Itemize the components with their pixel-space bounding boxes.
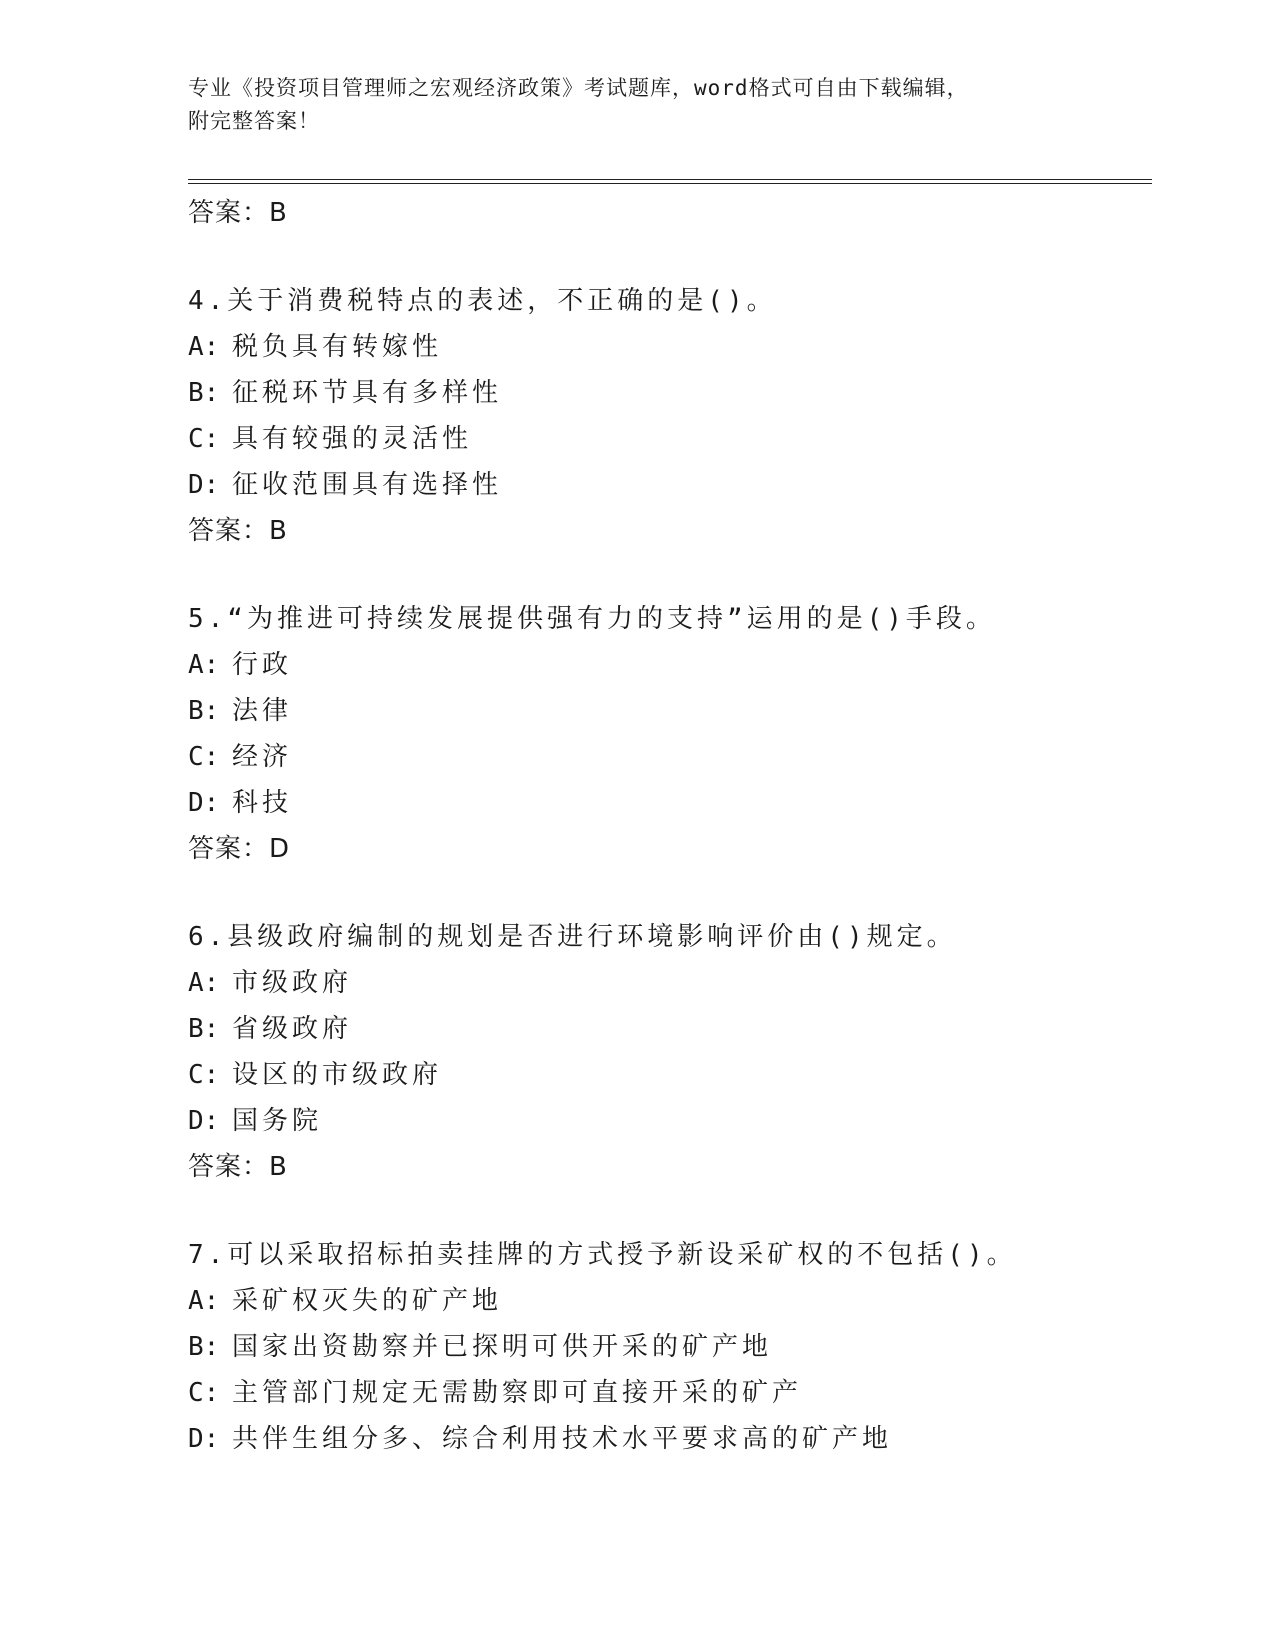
option-text: 征税环节具有多样性 [232,378,503,408]
spacer [188,236,1148,278]
option-key: C: [188,424,220,454]
spacer [188,554,1148,596]
option-text: 税负具有转嫁性 [232,332,443,362]
header-divider-bottom [188,183,1152,184]
option-key: C: [188,742,220,772]
option-text: 采矿权灭失的矿产地 [232,1286,503,1316]
option-text: 国家出资勘察并已探明可供开采的矿产地 [232,1332,773,1362]
option-a [188,642,1148,688]
option-text: 经济 [232,742,293,772]
option-key: B: [188,696,220,726]
header-line-2: 附完整答案！ [188,109,320,133]
header-line-1: 专业《投资项目管理师之宏观经济政策》考试题库，word格式可自由下载编辑， [188,76,969,100]
option-d [188,462,1148,508]
option-a [188,324,1148,370]
option-text: 设区的市级政府 [232,1060,443,1090]
option-b [188,1324,1148,1370]
option-key: A: [188,968,220,998]
option-key: B: [188,378,220,408]
option-text: 市级政府 [232,968,353,998]
option-key: D: [188,1106,220,1136]
option-d [188,1416,1148,1462]
option-c [188,416,1148,462]
option-text: 省级政府 [232,1014,353,1044]
option-text: 行政 [232,650,293,680]
header-divider-top [188,179,1152,180]
option-text: 主管部门规定无需勘察即可直接开采的矿产 [232,1378,803,1408]
answer-line: 答案：B [188,516,288,546]
option-c [188,1370,1148,1416]
question-text: 4.关于消费税特点的表述，不正确的是()。 [188,286,777,316]
option-text: 共伴生组分多、综合利用技术水平要求高的矿产地 [232,1424,893,1454]
question-text: 7.可以采取招标拍卖挂牌的方式授予新设采矿权的不包括()。 [188,1240,1017,1270]
option-key: A: [188,650,220,680]
question-text: 6.县级政府编制的规划是否进行环境影响评价由()规定。 [188,922,957,952]
option-key: A: [188,1286,220,1316]
option-c [188,1052,1148,1098]
option-key: B: [188,1014,220,1044]
option-text: 具有较强的灵活性 [232,424,473,454]
option-d [188,1098,1148,1144]
option-key: D: [188,788,220,818]
question-text: 5.“为推进可持续发展提供强有力的支持”运用的是()手段。 [188,604,996,634]
answer-line: 答案：B [188,1152,288,1182]
option-b [188,370,1148,416]
option-a [188,960,1148,1006]
option-text: 国务院 [232,1106,323,1136]
option-key: D: [188,1424,220,1454]
option-key: C: [188,1378,220,1408]
document-header [188,72,1088,138]
spacer [188,872,1148,914]
option-b [188,688,1148,734]
option-text: 征收范围具有选择性 [232,470,503,500]
option-text: 科技 [232,788,293,818]
option-text: 法律 [232,696,293,726]
option-key: B: [188,1332,220,1362]
option-a [188,1278,1148,1324]
option-key: A: [188,332,220,362]
option-c [188,734,1148,780]
answer-line: 答案：B [188,198,288,228]
option-key: D: [188,470,220,500]
question-list [188,190,1148,1462]
option-key: C: [188,1060,220,1090]
spacer [188,1190,1148,1232]
option-b [188,1006,1148,1052]
answer-line: 答案：D [188,834,291,864]
option-d [188,780,1148,826]
